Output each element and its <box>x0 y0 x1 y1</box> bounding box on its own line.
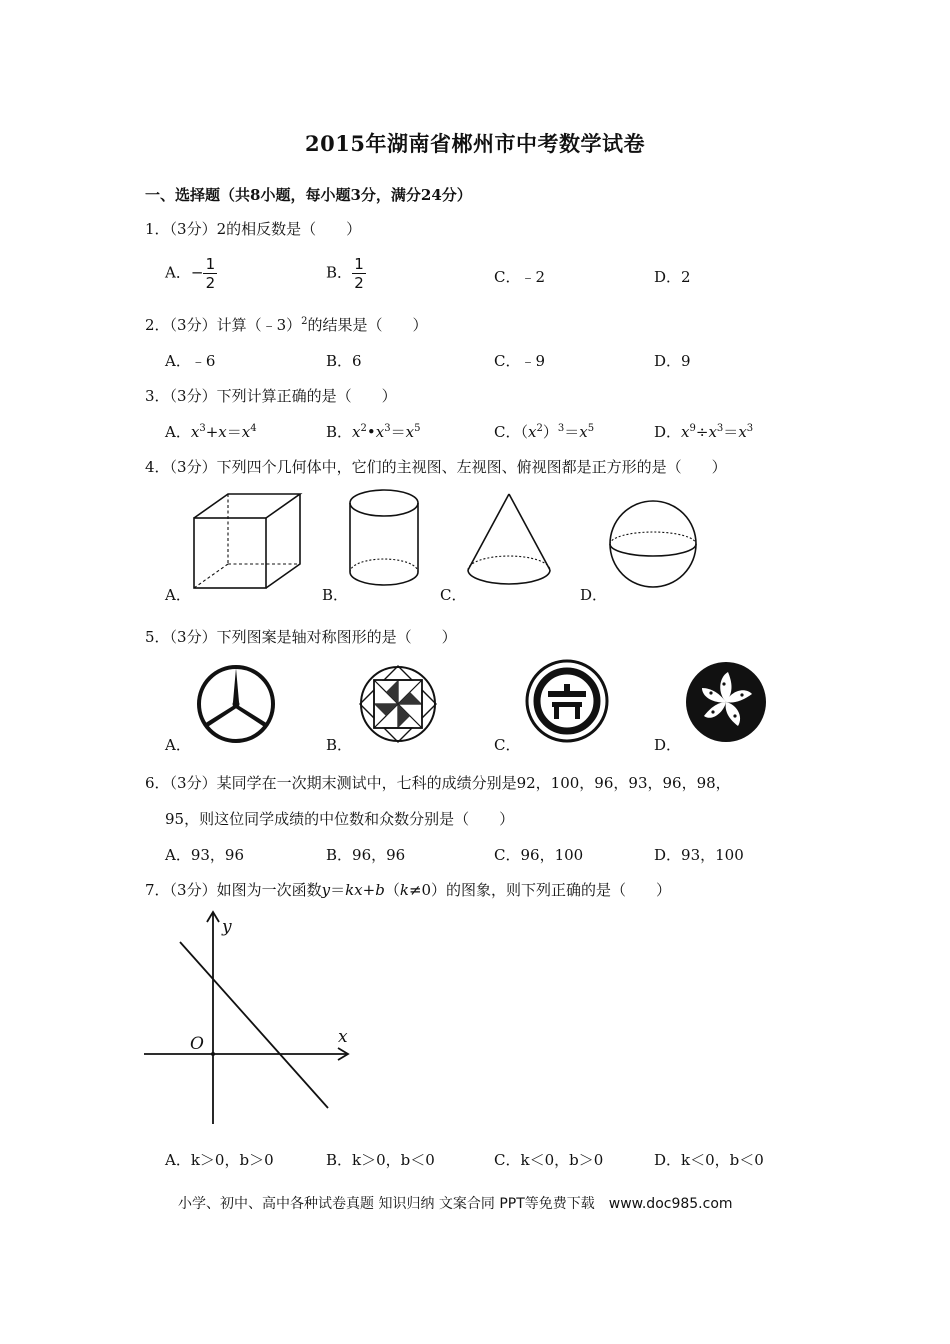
q4-option-d: D． <box>580 586 608 604</box>
q6-stem-line1: 6．（3分）某同学在一次期末测试中，七科的成绩分别是92，100，96，93，96，98， <box>145 774 731 792</box>
q5-option-c: C． <box>494 736 521 754</box>
q1-b-denominator: 2 <box>354 274 364 292</box>
q2-option-b: B．6 <box>326 352 362 370</box>
q1-b-label: B． <box>326 263 353 282</box>
q5-stem: 5．（3分）下列图案是轴对称图形的是（ ） <box>145 628 457 646</box>
footer-text: 小学、初中、高中各种试卷真题 知识归纳 文案合同 PPT等免费下载 www.doc985.com <box>178 1196 733 1212</box>
cube-figure <box>188 488 308 592</box>
ring-emblem-icon <box>524 658 610 744</box>
q2-stem <box>145 314 428 335</box>
linear-function-graph <box>140 906 360 1128</box>
y-axis-label: y <box>222 917 232 937</box>
q4-option-a: A． <box>165 586 191 604</box>
q7-option-d: D．k＜0，b＜0 <box>654 1151 764 1169</box>
q7-option-a: A．k＞0，b＞0 <box>165 1151 274 1169</box>
page-title: 2015年湖南省郴州市中考数学试卷 <box>305 131 645 156</box>
q4-stem: 4．（3分）下列四个几何体中，它们的主视图、左视图、俯视图都是正方形的是（ ） <box>145 458 727 476</box>
q1-option-d: D．2 <box>654 268 691 286</box>
q1-a-label: A． <box>165 263 191 282</box>
q1-a-numerator: 1 <box>205 255 216 273</box>
q3-option-c: C．$(x^2)^3=x^5$ <box>494 423 595 441</box>
q5-option-d: D． <box>654 736 682 754</box>
q1-b-numerator: 1 <box>354 255 364 273</box>
q6-option-c: C．96，100 <box>494 846 584 864</box>
q1-a-denominator: 2 <box>205 274 216 292</box>
q2-option-a: A．﹣6 <box>165 352 216 370</box>
origin-label: O <box>190 1034 204 1054</box>
q2-stem-post: 的结果是（ ） <box>307 316 428 334</box>
q1-a-sign: − <box>190 263 204 282</box>
section-heading: 一、选择题（共8小题，每小题3分，满分24分） <box>145 186 472 204</box>
q1-a-fraction <box>203 256 217 291</box>
q5-option-b: B． <box>326 736 353 754</box>
q6-option-a: A．93，96 <box>165 846 245 864</box>
q1-option-a <box>165 256 217 291</box>
q3-stem: 3．（3分）下列计算正确的是（ ） <box>145 387 397 405</box>
q1-option-b <box>326 256 366 291</box>
q2-exponent: 2 <box>301 316 308 327</box>
q3-option-d: D．$x^9\div x^3=x^3$ <box>654 423 754 441</box>
x-axis-label: x <box>338 1027 348 1047</box>
q2-option-d: D．9 <box>654 352 691 370</box>
q1-b-fraction <box>352 256 366 291</box>
q3-option-b: B．$x^2•x^3=x^5$ <box>326 423 421 441</box>
q1-stem: 1．（3分）2的相反数是（ ） <box>145 220 362 238</box>
function-line <box>180 942 328 1108</box>
star-emblem-icon <box>194 662 278 746</box>
pinwheel-icon <box>356 662 440 746</box>
q2-stem-pre: 2．（3分）计算（﹣3） <box>145 316 302 334</box>
q7-option-b: B．k＞0，b＜0 <box>326 1151 435 1169</box>
q7-stem: 7．（3分）如图为一次函数y＝kx+b（k≠0）的图象，则下列正确的是（ ） <box>145 881 672 899</box>
q1-option-c: C．﹣2 <box>494 268 546 286</box>
sphere-figure <box>606 498 700 592</box>
cylinder-figure <box>344 486 424 592</box>
bauhinia-emblem-icon <box>684 660 768 744</box>
q2-option-c: C．﹣9 <box>494 352 546 370</box>
q6-option-b: B．96，96 <box>326 846 406 864</box>
q6-option-d: D．93，100 <box>654 846 744 864</box>
q6-stem-line2: 95，则这位同学成绩的中位数和众数分别是（ ） <box>165 810 515 828</box>
q4-option-c: C． <box>440 586 467 604</box>
cone-figure <box>462 490 556 594</box>
q3-option-a: A．$x^3+x=x^4$ <box>165 423 257 441</box>
q7-option-c: C．k＜0，b＞0 <box>494 1151 604 1169</box>
q5-option-a: A． <box>165 736 191 754</box>
q4-option-b: B． <box>322 586 349 604</box>
